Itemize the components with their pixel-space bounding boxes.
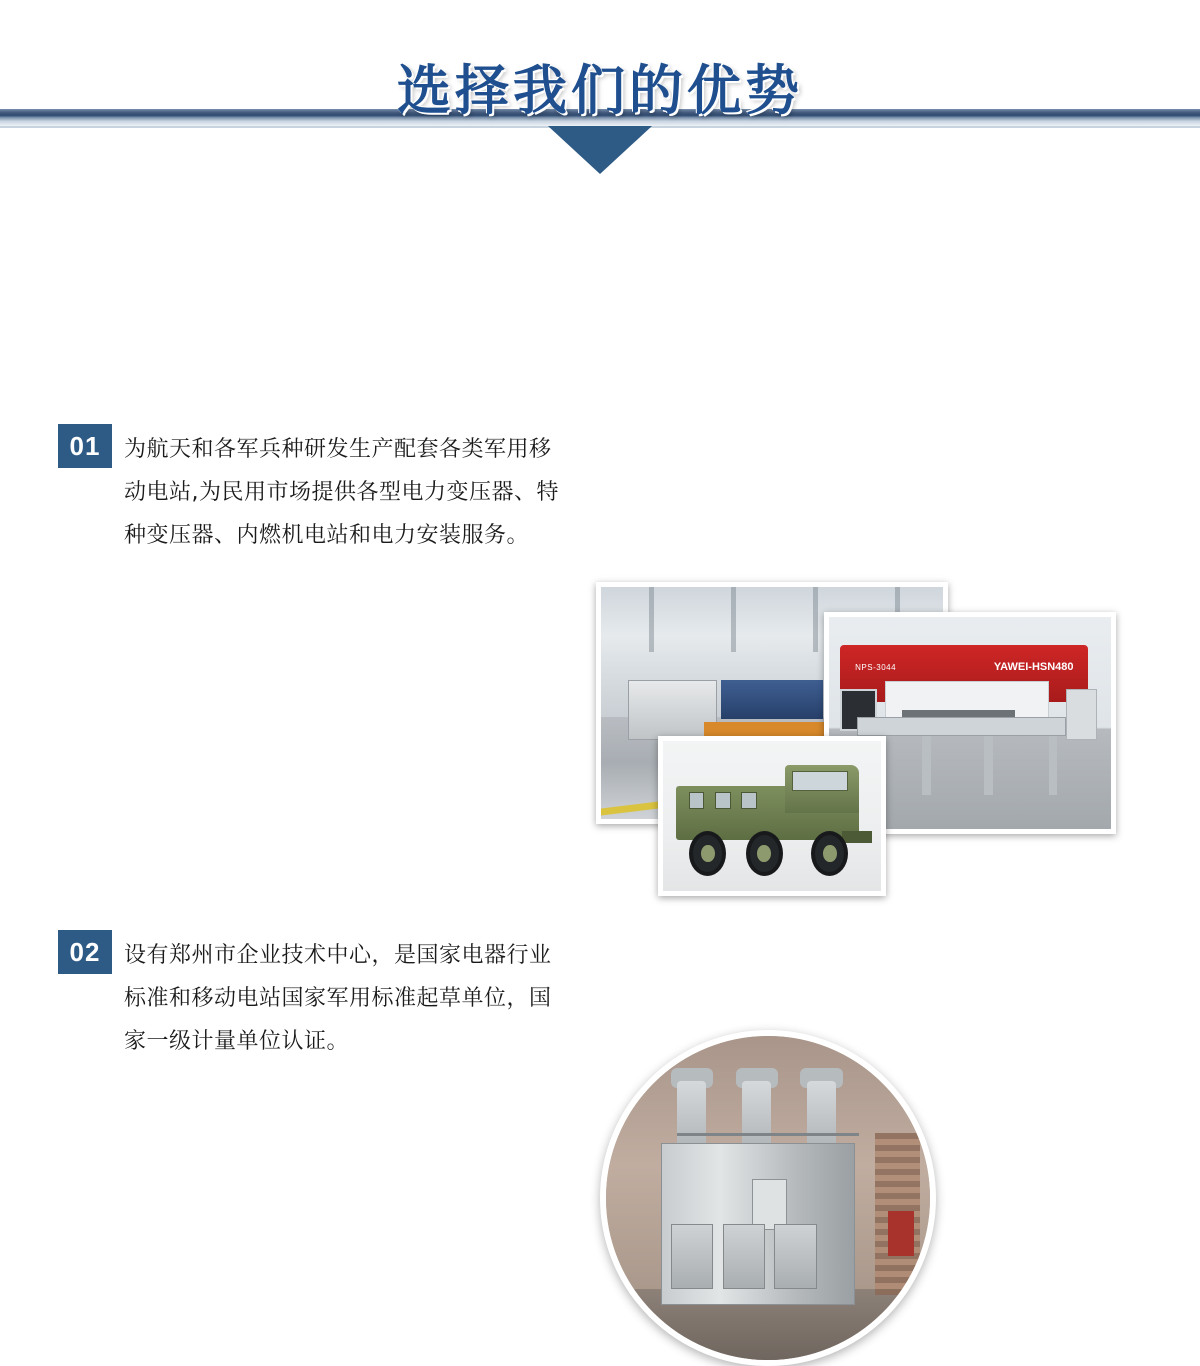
radiator-panel	[774, 1224, 816, 1289]
advantage-text-line-1-2: 动电站,为民用市场提供各型电力变压器、特	[124, 480, 559, 505]
ceiling-beam-icon	[731, 587, 736, 657]
advantage-number-badge-1: 01	[58, 424, 112, 468]
truck-wheel	[746, 831, 783, 876]
advantage-number-badge-2: 02	[58, 930, 112, 974]
header-arrow-icon	[548, 126, 652, 174]
radiator-panel	[671, 1224, 713, 1289]
machine-label-right: YAWEI-HSN480	[993, 660, 1074, 673]
ceiling-beam-icon	[649, 587, 654, 657]
military-truck-photo	[658, 736, 886, 896]
advantage-text-line-1-3: 种变压器、内燃机电站和电力安装服务。	[124, 523, 530, 548]
page-title: 选择我们的优势	[397, 61, 803, 121]
machine-blue	[721, 680, 824, 719]
radiator-panel	[723, 1224, 765, 1289]
ceiling-beam-icon	[813, 587, 818, 657]
table-leg	[984, 736, 992, 795]
truck-box-window	[715, 792, 730, 809]
table-leg	[922, 736, 930, 795]
advantage-text-line-2-1: 设有郑州市企业技术中心，是国家电器行业	[124, 943, 552, 968]
power-transformer-photo	[600, 1030, 936, 1366]
truck-box-window	[689, 792, 704, 809]
oil-pipe	[677, 1133, 858, 1136]
machine-label-left: NPS-3044	[855, 662, 897, 672]
truck-wheel	[689, 831, 726, 876]
machine-table	[857, 717, 1066, 736]
table-leg	[1049, 736, 1057, 795]
advantage-text-line-1-1: 为航天和各军兵种研发生产配套各类军用移	[124, 437, 552, 462]
control-box	[752, 1179, 788, 1231]
truck-box-window	[741, 792, 756, 809]
side-cabinet	[1066, 689, 1097, 740]
truck-windshield	[792, 771, 849, 791]
truck-bumper	[842, 831, 873, 843]
page-header	[0, 0, 1200, 190]
advantage-text-line-2-2: 标准和移动电站国家军用标准起草单位，国	[124, 986, 552, 1011]
advantage-text-line-2-3: 家一级计量单位认证。	[124, 1029, 350, 1054]
